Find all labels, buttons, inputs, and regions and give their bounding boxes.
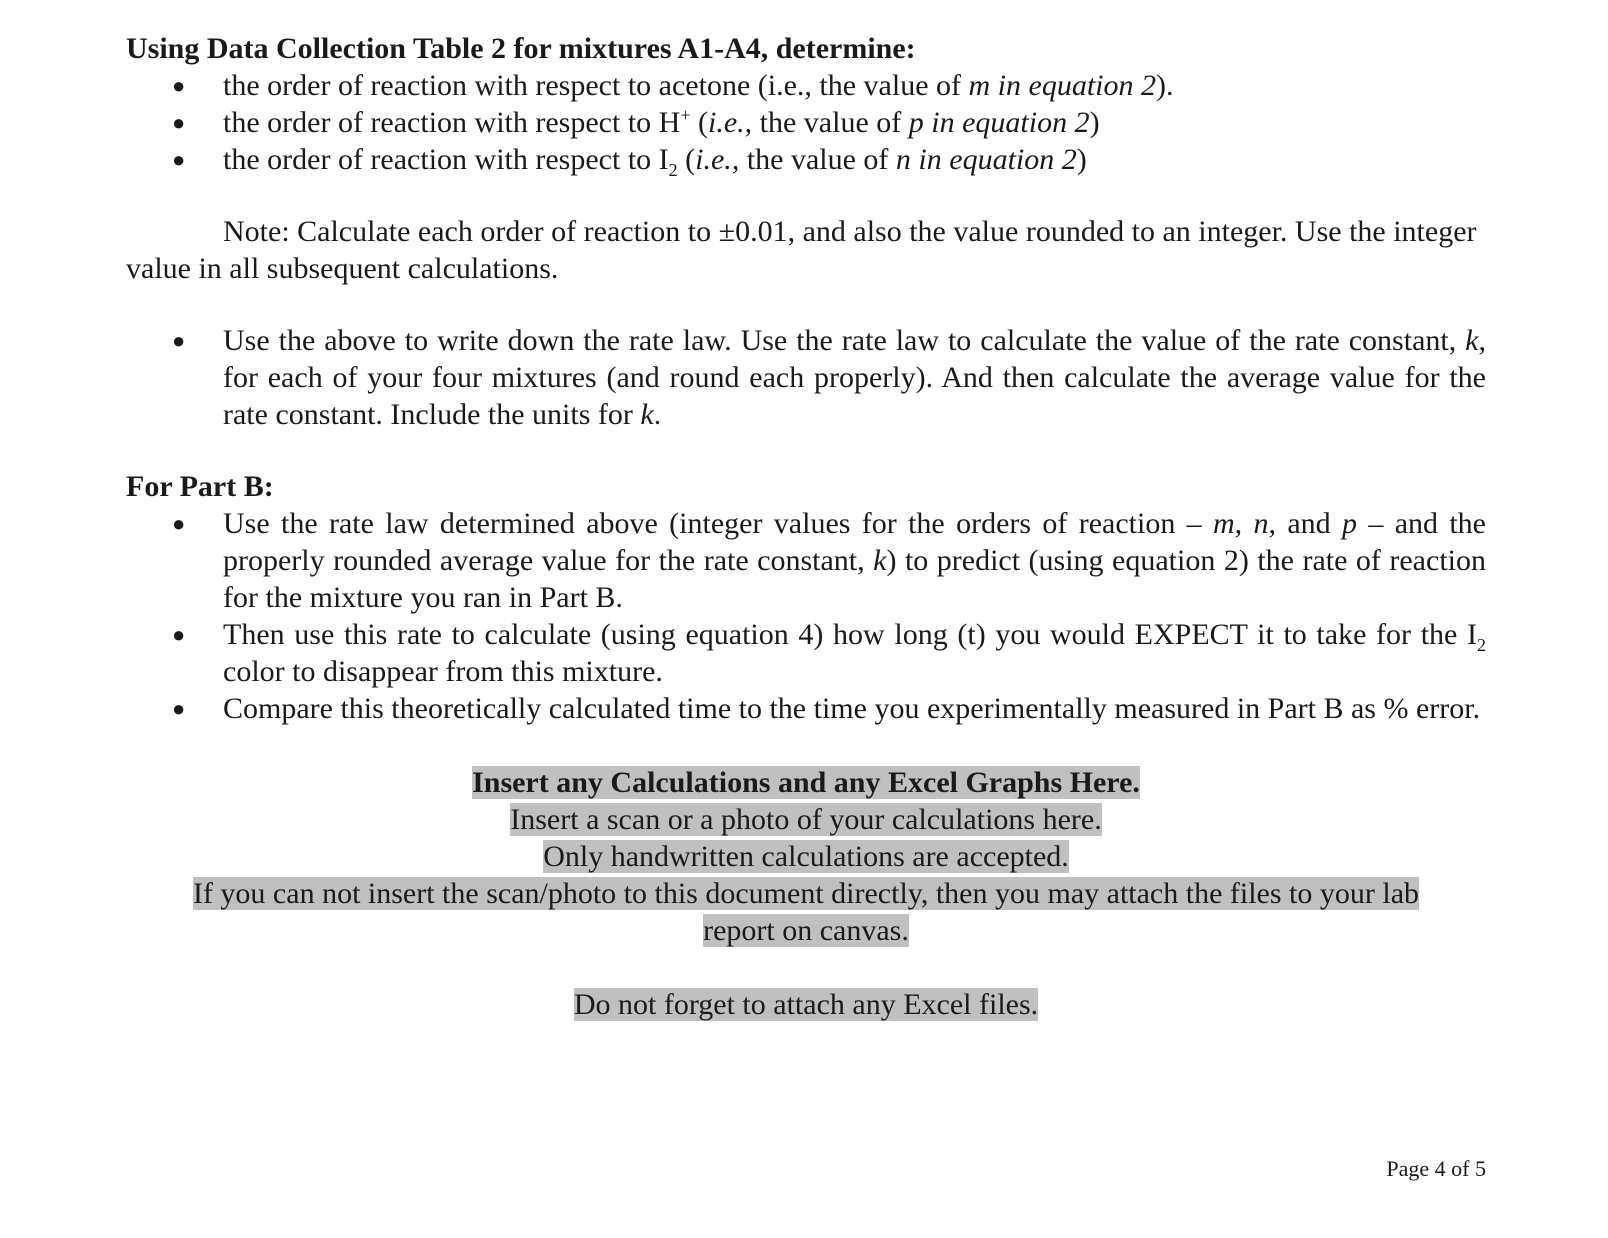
percent-error-item: ● Compare this theoretically calculated time to the time you experimentally measured in Part B as % error.: [126, 690, 1486, 727]
order-iodine-variable: n in equation 2: [895, 143, 1077, 176]
insert-scan-line: Insert a scan or a photo of your calculations here.: [510, 803, 1102, 836]
expected-time-text-2: color to disappear from this mixture.: [223, 655, 663, 688]
document-page: [126, 30, 1486, 1023]
expected-time-text-1: Then use this rate to calculate (using equation 4) how long (t) you would EXPECT it to take for the I: [223, 618, 1477, 651]
attach-files-line: If you can not insert the scan/photo to this document directly, then you may attach the files to your lab: [192, 877, 1420, 910]
order-acetone-text: the order of reaction with respect to acetone (i.e., the value of: [223, 69, 969, 102]
iodine-subscript-b: 2: [1477, 635, 1486, 655]
order-hydrogen-item: ● the order of reaction with respect to H+ (i.e., the value of p in equation 2): [126, 104, 1486, 141]
order-variable-p: p: [1342, 507, 1358, 540]
predict-rate-item: [126, 505, 1486, 616]
order-acetone-variable: m in equation 2: [968, 69, 1157, 102]
rate-law-list: [126, 322, 1486, 433]
order-acetone-end: ).: [1156, 69, 1174, 102]
predict-rate-text-2: – and the properly rounded average value for the rate constant,: [223, 507, 1486, 577]
rate-constant-k: k: [873, 544, 887, 577]
order-hydrogen-variable: p in equation 2: [908, 106, 1090, 139]
order-iodine-text: the order of reaction with respect to I: [223, 143, 669, 176]
handwritten-line: Only handwritten calculations are accepted.: [543, 840, 1069, 873]
precision-note: Note: Calculate each order of reaction to ±0.01, and also the value rounded to an integer. Use the integer value in all subsequent calculations.: [126, 215, 1477, 285]
order-iodine-mid: , the value of: [731, 143, 896, 176]
rate-constant-units-symbol: k: [640, 398, 654, 431]
order-iodine-item: ● the order of reaction with respect to $I_2$ (i.e., the value of n in equation 2): [126, 141, 1486, 178]
hydrogen-charge: +: [680, 105, 691, 125]
order-hydrogen-mid: , the value of: [744, 106, 909, 139]
predict-rate-text-3: ) to predict (using equation 2) the rate of reaction for the mixture you ran in Part B.: [223, 544, 1486, 614]
page-number: Page 4 of 5: [1386, 1156, 1486, 1181]
iodine-subscript: 2: [668, 160, 678, 180]
predict-rate-and: and: [1276, 507, 1343, 540]
order-iodine-ie: i.e.: [695, 143, 732, 176]
excel-reminder: Do not forget to attach any Excel files.: [573, 988, 1039, 1021]
predict-rate-text-1: Use the rate law determined above (integer values for the orders of reaction –: [223, 507, 1213, 540]
expected-time-item: [126, 616, 1486, 690]
rate-law-end: .: [653, 398, 662, 431]
order-variables: m, n,: [1213, 507, 1277, 540]
rate-law-item: [126, 322, 1486, 433]
rate-constant-symbol: k: [1465, 324, 1479, 357]
insert-title: Insert any Calculations and any Excel Graphs Here.: [472, 766, 1140, 799]
rate-law-text-2: , for each of your four mixtures (and round each properly). And then calculate the average value for the rate constant. Include the units for: [223, 324, 1486, 431]
order-hydrogen-end: ): [1089, 106, 1100, 139]
part-b-list: [126, 505, 1486, 727]
attach-files-line-2: report on canvas.: [703, 914, 909, 947]
part-b-heading: For Part B:: [126, 470, 274, 503]
insert-section: [126, 764, 1486, 1023]
part-a-heading: Using Data Collection Table 2 for mixtures A1-A4, determine:: [126, 32, 916, 65]
order-iodine-end: ): [1076, 143, 1087, 176]
order-hydrogen-ie: i.e.: [707, 106, 745, 139]
order-hydrogen-text: the order of reaction with respect to H: [223, 106, 681, 139]
part-a-order-list: [126, 67, 1486, 178]
rate-law-text-1: Use the above to write down the rate law. Use the rate law to calculate the value of the rate constant,: [223, 324, 1466, 357]
order-acetone-item: [126, 67, 1486, 104]
